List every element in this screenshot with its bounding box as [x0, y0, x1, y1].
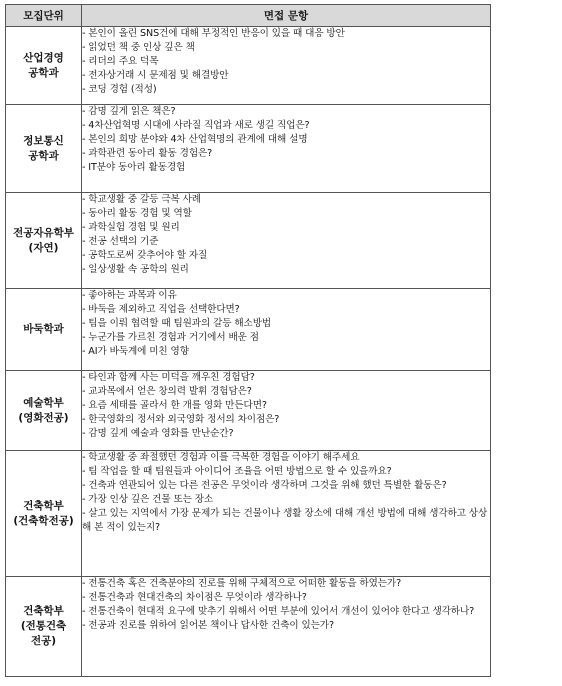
- question-item: - 읽었던 책 중 인상 깊은 책: [82, 42, 195, 53]
- table-row: [6, 27, 491, 105]
- questions-cell: [82, 577, 491, 677]
- table-row: [6, 193, 491, 289]
- question-item: - 바둑을 제외하고 직업을 선택한다면?: [82, 304, 240, 315]
- question-item: - 교과목에서 얻은 창의력 발휘 경험담은?: [82, 386, 252, 397]
- recruit-unit-line: 건축학부: [23, 605, 64, 617]
- question-item: - 학교생활 중 좌절했던 경험과 이를 극복한 경험을 이야기 해주세요: [82, 452, 360, 463]
- recruit-unit-line: 예술학부: [23, 396, 64, 409]
- questions-cell: [82, 105, 491, 193]
- question-item: - 팀을 이뤄 협력할 때 팀원과의 갈등 해소방법: [82, 318, 272, 329]
- table-row: [6, 577, 491, 677]
- question-item: - 리더의 주요 덕목: [82, 56, 159, 67]
- question-item: - 누군가를 가르친 경험과 거기에서 배운 점: [82, 332, 259, 343]
- recruit-unit-cell: [6, 289, 82, 371]
- table-body: [6, 27, 491, 677]
- recruit-unit-line: 정보통신: [23, 134, 64, 147]
- table-row: [6, 105, 491, 193]
- question-item: - 동아리 활동 경험 및 역할: [82, 208, 192, 219]
- question-item: - 전통건축과 현대건축의 차이점은 무엇이라 생각하나?: [82, 592, 307, 603]
- table-row: [6, 371, 491, 451]
- recruit-unit-cell: [6, 451, 82, 577]
- question-item: - 요즘 세태를 골라서 한 개를 영화 만든다면?: [82, 400, 267, 411]
- table-header: [6, 5, 491, 27]
- questions-cell: [82, 451, 491, 577]
- header-unit: 모집단위: [6, 5, 82, 27]
- recruit-unit-cell: [6, 105, 82, 193]
- recruit-unit-cell: [6, 577, 82, 677]
- recruit-unit-line: 건축학부: [23, 499, 64, 512]
- question-item: - 감명 깊게 예술과 영화를 만난순간?: [82, 428, 234, 439]
- header-questions: 면접 문항: [82, 5, 491, 27]
- questions-cell: [82, 27, 491, 105]
- question-item: - 본인의 희망 분야와 4차 산업혁명의 관계에 대해 설명: [82, 134, 308, 145]
- question-item: - 좋아하는 과목과 이유: [82, 290, 177, 301]
- recruit-unit-line: (영화전공): [18, 411, 69, 424]
- interview-questions-table: [5, 4, 491, 677]
- question-item: - AI가 바둑계에 미친 영향: [82, 346, 189, 357]
- question-item: - 과학관련 동아리 활동 경험은?: [82, 148, 213, 159]
- question-item: - IT분야 동아리 활동경험: [82, 162, 186, 173]
- question-item: - 일상생활 속 공학의 원리: [82, 264, 189, 275]
- question-item: - 살고 있는 지역에서 가장 문제가 되는 건물이나 생활 장소에 대해 개선 방법에 대해 생각하고 상상해 본 적이 있는지?: [82, 508, 488, 533]
- recruit-unit-line: 전공): [30, 635, 57, 647]
- recruit-unit-line: (자연): [28, 241, 59, 254]
- table-row: [6, 451, 491, 577]
- question-item: - 건축과 연관되어 있는 다른 전공은 무엇이라 생각하며 그것을 위해 했던 특별한 활동은?: [82, 480, 447, 491]
- question-item: - 팀 작업을 할 때 팀원들과 아이디어 조율을 어떤 방법으로 할 수 있을까요?: [82, 466, 392, 477]
- recruit-unit-line: 공학과: [28, 149, 59, 162]
- question-item: - 타인과 함께 사는 미덕을 깨우친 경험담?: [82, 372, 255, 383]
- question-item: - 전자상거래 시 문제점 및 해결방안: [82, 70, 229, 81]
- question-item: - 전통건축이 현대적 요구에 맞추기 위해서 어떤 부분에 있어서 개선이 있어야 한다고 생각하나?: [82, 606, 475, 617]
- question-item: - 과학실험 경험 및 원리: [82, 222, 180, 233]
- questions-cell: [82, 289, 491, 371]
- questions-cell: [82, 371, 491, 451]
- question-item: - 전공 선택의 기준: [82, 236, 159, 247]
- question-item: - 코딩 경험 (적성): [82, 84, 157, 95]
- table-row: [6, 289, 491, 371]
- question-item: - 4차산업혁명 시대에 사라질 직업과 새로 생길 직업은?: [82, 120, 310, 131]
- question-item: - 감명 깊게 읽은 책은?: [82, 106, 176, 117]
- question-item: - 전통건축 혹은 건축분야의 진로를 위해 구체적으로 어떠한 활동을 하였는가?: [82, 578, 402, 589]
- recruit-unit-line: 공학과: [28, 66, 59, 79]
- question-item: - 공학도로써 갖추어야 할 자질: [82, 250, 208, 261]
- recruit-unit-line: 바둑학과: [23, 323, 64, 335]
- recruit-unit-line: (건축학전공): [13, 514, 74, 527]
- recruit-unit-cell: [6, 193, 82, 289]
- recruit-unit-cell: [6, 27, 82, 105]
- question-item: - 본인이 올린 SNS건에 대해 부정적인 반응이 있을 때 대응 방안: [82, 28, 345, 39]
- recruit-unit-cell: [6, 371, 82, 451]
- question-item: - 학교생활 중 갈등 극복 사례: [82, 194, 201, 205]
- recruit-unit-line: (전통건축: [20, 620, 67, 632]
- recruit-unit-line: 산업경영: [23, 51, 64, 64]
- question-item: - 한국영화의 정서와 외국영화 정서의 차이점은?: [82, 414, 280, 425]
- question-item: - 가장 인상 깊은 건물 또는 장소: [82, 494, 214, 505]
- questions-cell: [82, 193, 491, 289]
- header-row: [6, 5, 491, 27]
- question-item: - 전공과 진로를 위하여 읽어본 책이나 답사한 건축이 있는가?: [82, 620, 334, 631]
- recruit-unit-line: 전공자유학부: [13, 226, 74, 239]
